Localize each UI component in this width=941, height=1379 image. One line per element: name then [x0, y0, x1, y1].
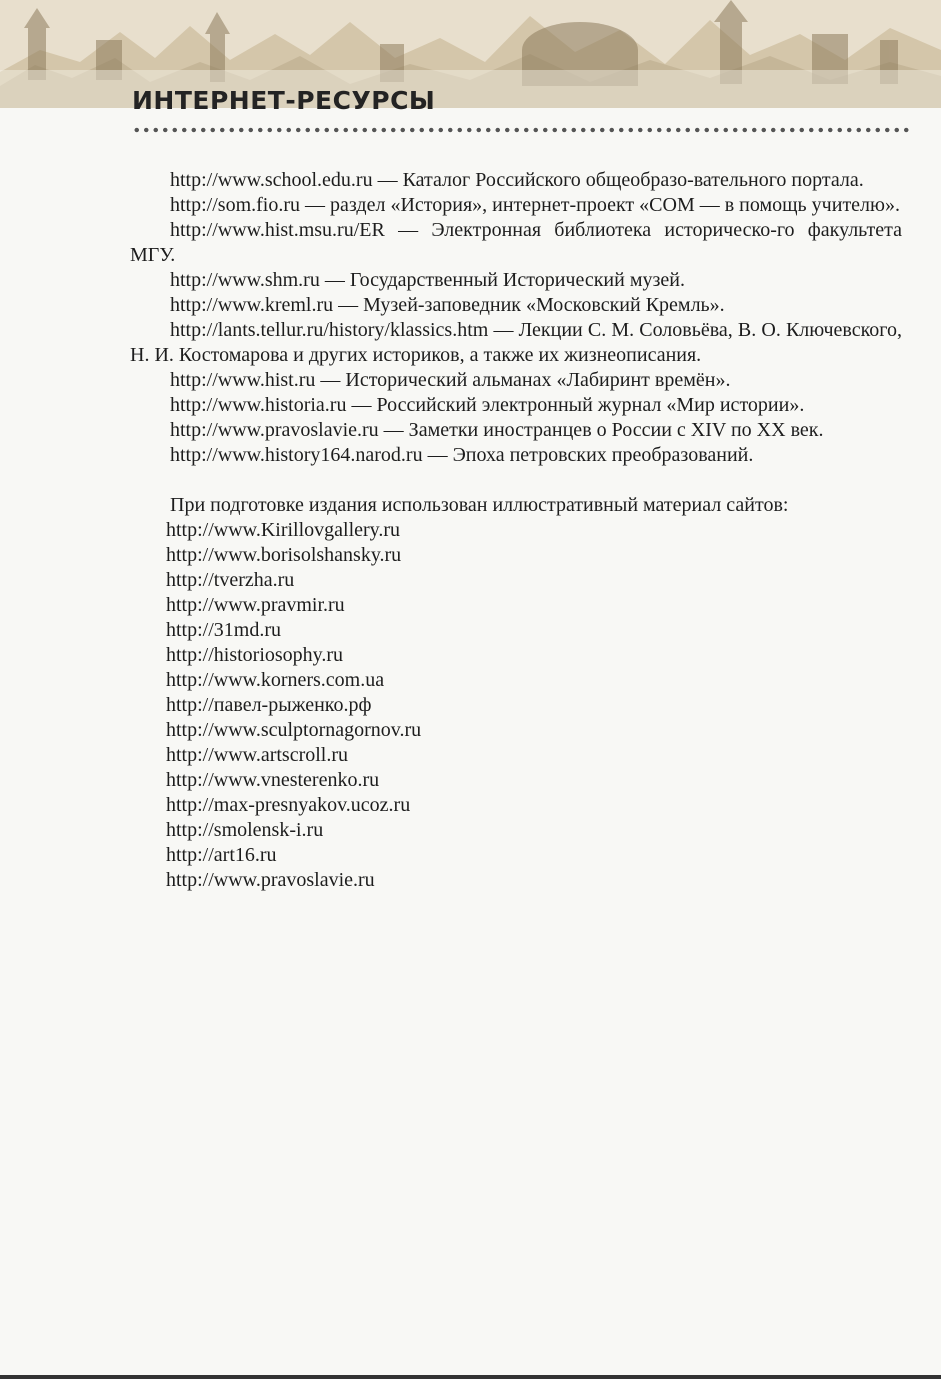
resource-item [130, 293, 902, 318]
resource-description: Каталог Российского общеобразо-вательного портала. [402, 169, 864, 191]
resource-url: http://www.historia.ru [170, 394, 347, 416]
resource-url: http://www.shm.ru [170, 269, 320, 291]
resource-dash: — [422, 444, 453, 466]
source-link: http://www.pravmir.ru [166, 594, 345, 616]
resource-description: Исторический альманах «Лабиринт времён». [345, 369, 731, 391]
resource-item [130, 268, 902, 293]
resource-description: раздел «История», интернет-проект «СОМ — в помощь учителю». [330, 194, 900, 216]
resource-dash: — [333, 294, 364, 316]
dotted-divider [132, 126, 910, 134]
source-intro-text: При подготовке издания использован иллюстративный материал сайтов: [170, 494, 789, 516]
resource-item [130, 193, 902, 218]
resource-description: Заметки иностранцев о России с XIV по XX век. [408, 419, 824, 441]
source-link: http://www.vnesterenko.ru [166, 769, 380, 791]
source-link: http://art16.ru [166, 844, 277, 866]
resource-dash: — [300, 194, 330, 216]
resource-dash: — [319, 269, 350, 291]
resource-description: Лекции С. М. Соловьёва, В. О. Ключевского, Н. И. Костомарова и других историков, а также их жизнеописания. [130, 319, 903, 366]
source-link: http://www.pravoslavie.ru [166, 869, 375, 891]
resource-item [130, 393, 902, 418]
resource-dash: — [384, 219, 432, 241]
resource-dash: — [488, 319, 519, 341]
source-link: http://31md.ru [166, 619, 281, 641]
source-link: http://tverzha.ru [166, 569, 295, 591]
resource-url: http://www.hist.msu.ru/ER [170, 219, 385, 241]
resource-url: http://www.kreml.ru [170, 294, 334, 316]
resource-item [130, 443, 902, 468]
resource-description: Электронная библиотека историческо-го факультета МГУ. [130, 219, 903, 266]
resource-url: http://www.school.edu.ru [170, 169, 373, 191]
resource-description: Музей-заповедник «Московский Кремль». [363, 294, 725, 316]
resource-url: http://www.hist.ru [170, 369, 316, 391]
resource-dash: — [346, 394, 377, 416]
resource-item [130, 218, 902, 268]
resource-description: Российский электронный журнал «Мир истории». [376, 394, 805, 416]
resource-item [130, 418, 902, 443]
resource-dash: — [378, 419, 409, 441]
resource-dash: — [315, 369, 346, 391]
source-link: http://www.sculptornagornov.ru [166, 719, 422, 741]
resource-description: Государственный Исторический музей. [349, 269, 685, 291]
source-link: http://www.artscroll.ru [166, 744, 349, 766]
source-link: http://www.Kirillovgallery.ru [166, 519, 401, 541]
resource-url: http://lants.tellur.ru/history/klassics.htm [170, 319, 489, 341]
page-bottom-edge [0, 1375, 941, 1379]
source-link-list [130, 518, 902, 893]
page-title: ИНТЕРНЕТ-РЕСУРСЫ [132, 86, 436, 115]
source-link: http://www.korners.com.ua [166, 669, 385, 691]
resource-dash: — [372, 169, 403, 191]
resource-description: Эпоха петровских преобразований. [452, 444, 754, 466]
source-link: http://smolensk-i.ru [166, 819, 324, 841]
resource-url: http://www.pravoslavie.ru [170, 419, 379, 441]
resource-item [130, 368, 902, 393]
resource-item [130, 168, 902, 193]
resource-url: http://som.fio.ru [170, 194, 300, 216]
source-link: http://www.borisolshansky.ru [166, 544, 402, 566]
resource-url: http://www.history164.narod.ru [170, 444, 423, 466]
resource-item [130, 318, 902, 368]
source-link: http://max-presnyakov.ucoz.ru [166, 794, 411, 816]
source-link: http://павел-рыженко.рф [166, 694, 372, 716]
source-link: http://historiosophy.ru [166, 644, 344, 666]
document-content [130, 168, 902, 893]
